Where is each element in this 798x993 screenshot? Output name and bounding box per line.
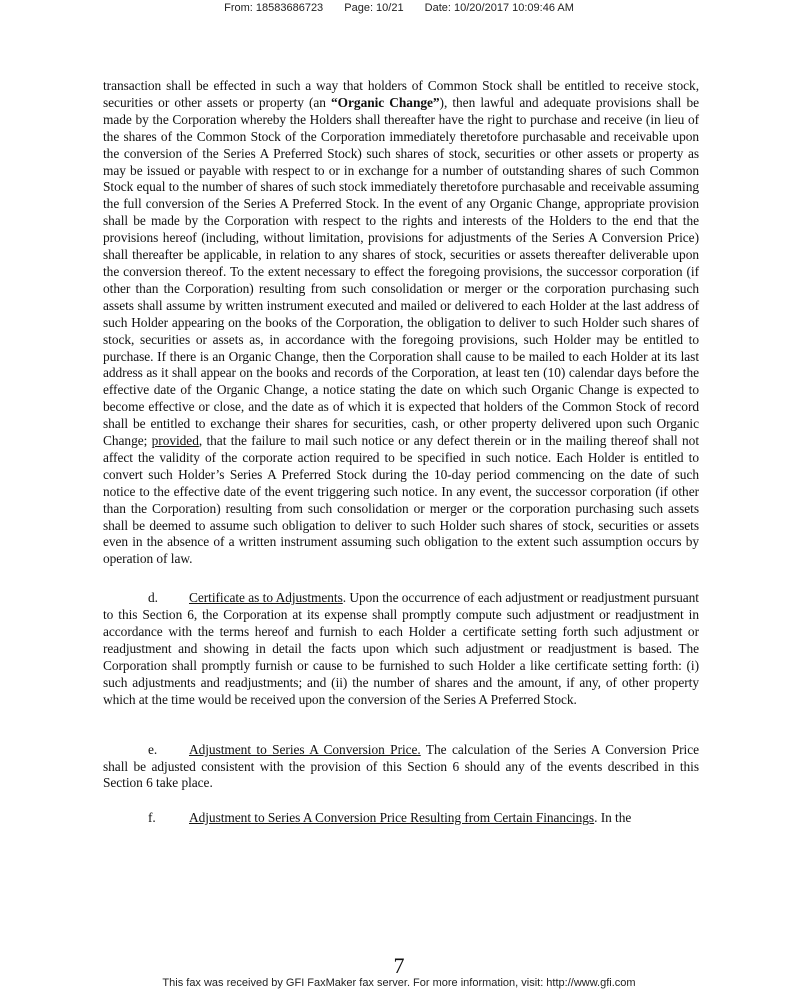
heading-adjustment-certain-financings: Adjustment to Series A Conversion Price Resulting from Certain Financings	[189, 810, 595, 826]
p1-text-a: transaction shall be effected in such a way that holders of Common Stock shall be entitled to receive stock, securities or other assets or property (an	[103, 78, 699, 110]
heading-certificate-adjustments: Certificate as to Adjustments	[189, 590, 343, 606]
e-text: The calculation of the Series A Conversion Price shall be adjusted consistent with the provision of this Section 6 should any of the events described in this Section 6 take place.	[103, 741, 699, 791]
d-text: . Upon the occurrence of each adjustment or readjustment pursuant to this Section 6, the Corporation at its expense shall promptly compute such adjustment or readjustment in accordance with the terms hereof and furnish to each Holder a certificate setting forth such adjustment or readjustment and showing in detail the facts upon which such adjustment or readjustment is based. The Corporation shall promptly furnish or cause to be furnished to such Holder a like certificate setting forth: (i) such adjustments and readjustments; and (ii) the number of shares and the amount, if any, of other property which at the time would be received upon the conversion of the Series A Preferred Stock.	[103, 590, 699, 707]
section-letter-e: e.	[148, 741, 158, 757]
section-letter-d: d.	[148, 590, 158, 606]
paragraph-organic-change	[103, 78, 699, 568]
paragraph-d	[103, 590, 699, 708]
heading-adjustment-conversion-price: Adjustment to Series A Conversion Price.	[189, 741, 421, 757]
section-letter-f: f.	[148, 810, 156, 826]
fax-from: From: 18583686723	[224, 2, 324, 14]
document-body	[103, 78, 699, 827]
organic-change-term: “Organic Change”	[331, 94, 440, 110]
fax-page: Page: 10/21	[344, 2, 404, 14]
provided-term: provided	[151, 433, 199, 449]
p1-text-b: ), then lawful and adequate provisions shall be made by the Corporation whereby the Holders shall thereafter have the right to purchase and receive (in lieu of the shares of the Common Stock of the Corporation immediately theretofore purchasable and receivable upon the conversion of the Series A Preferred Stock) such shares of stock, securities or other assets or property as may be issued or payable with respect to or in exchange for a number of outstanding shares of such Common Stock equal to the number of shares of such stock immediately theretofore purchasable and receivable assuming the full conversion of the Series A Preferred Stock. In the event of any Organic Change, appropriate provision shall be made by the Corporation with respect to the rights and interests of the Holders to the end that the provisions hereof (including, without limitation, provisions for adjustments of the Series A Conversion Price) shall thereafter be applicable, in relation to any shares of stock, securities or assets thereafter deliverable upon the conversion thereof. To the extent necessary to effect the foregoing provisions, the successor corporation (if other than the Corporation) resulting from such consolidation or merger or the corporation purchasing such assets shall assume by written instrument executed and mailed or delivered to each Holder at the last address of such Holder appearing on the books of the Corporation, the obligation to deliver to such Holder such shares of stock, securities or assets as, in accordance with the foregoing provisions, such Holder may be entitled to purchase. If there is an Organic Change, then the Corporation shall cause to be mailed to each Holder at its last address as it shall appear on the books and records of the Corporation, at least ten (10) calendar days before the effective date of the Organic Change, a notice stating the date on which such Organic Change is expected to become effective or close, and the date as of which it is expected that holders of the Common Stock of record shall be entitled to exchange their shares for securities, cash, or other property delivered upon such Organic Change;	[103, 94, 699, 449]
page-number: 7	[393, 953, 405, 978]
fax-date: Date: 10/20/2017 10:09:46 AM	[424, 2, 574, 14]
paragraph-e	[103, 742, 699, 793]
f-text: . In the	[594, 810, 632, 826]
fax-footer: This fax was received by GFI FaxMaker fax server. For more information, visit: http://www.gfi.com	[162, 977, 636, 989]
paragraph-f	[103, 810, 699, 827]
fax-header	[0, 2, 798, 14]
p1-text-c: , that the failure to mail such notice or any defect therein or in the mailing thereof shall not affect the validity of the corporate action required to be specified in such notice. Each Holder is entitled to convert such Holder’s Series A Preferred Stock during the 10-day period commencing on the date of such notice to the effective date of the event triggering such notice. In any event, the successor corporation (if other than the Corporation) resulting from such consolidation or merger or the corporation purchasing such assets shall be deemed to assume such obligation to deliver to such Holder such shares of stock, securities or assets even in the absence of a written instrument assuming such obligation to the extent such assumption occurs by operation of law.	[103, 433, 699, 567]
